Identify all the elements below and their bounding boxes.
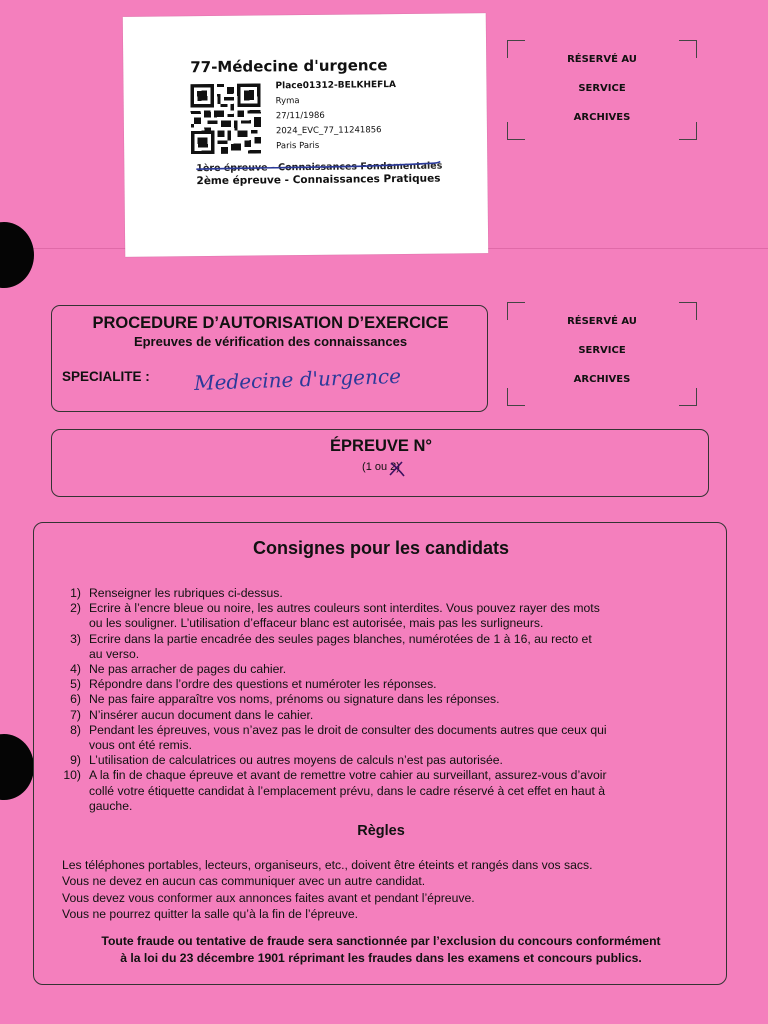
procedure-subtitle: Epreuves de vérification des connaissances <box>133 334 408 349</box>
rule-line: Vous devez vous conformer aux annonces faites avant et pendant l’épreuve. <box>62 890 475 905</box>
instruction-item <box>57 692 702 707</box>
instruction-item <box>57 768 702 814</box>
instruction-text-line: Ecrire dans la partie encadrée des seules pages blanches, numérotées de 1 à 16, au recto et <box>89 631 592 646</box>
instruction-number: 9) <box>70 753 81 768</box>
instruction-number: 5) <box>70 677 81 692</box>
instruction-item <box>57 662 702 677</box>
instruction-text-line: Ne pas arracher de pages du cahier. <box>89 662 287 677</box>
instruction-number: 7) <box>70 707 81 722</box>
instructions-box <box>33 522 727 985</box>
reserved-line-1: RÉSERVÉ AU <box>567 316 637 327</box>
instruction-text-line: Renseigner les rubriques ci-dessus. <box>89 586 283 600</box>
instruction-number: 1) <box>70 586 81 600</box>
specialite-label: SPECIALITE : <box>62 369 150 384</box>
label-code: 2024_EVC_77_11241856 <box>275 125 382 137</box>
epreuve-choices: (1 ou 2) <box>362 461 400 473</box>
instruction-number: 6) <box>70 692 81 707</box>
label-candidate-info <box>275 80 396 154</box>
instruction-number: 4) <box>70 662 81 677</box>
instruction-item <box>57 753 702 768</box>
instruction-text-line: vous ont été remis. <box>89 738 192 753</box>
label-first-name: Ryma <box>275 96 300 107</box>
label-place: Place01312-BELKHEFLA <box>275 80 397 92</box>
instruction-number: 10) <box>63 768 81 783</box>
rule-line: Vous ne pourrez quitter la salle qu’à la fin de l’épreuve. <box>62 907 359 922</box>
instruction-item <box>57 708 702 723</box>
reserved-line-2: SERVICE <box>578 83 626 94</box>
binder-hole-bottom <box>0 734 34 800</box>
label-birth-date: 27/11/1986 <box>275 110 325 122</box>
svg-text:Medecine d'urgence: Medecine d'urgence <box>193 363 402 396</box>
label-epreuve-1: 1ère épreuve - Connaissances Fondamentales <box>196 160 443 175</box>
instruction-text-line: N’insérer aucun document dans le cahier. <box>89 707 314 722</box>
rule-line: Les téléphones portables, lecteurs, organiseurs, etc., doivent être éteints et rangés dans vos sacs. <box>62 858 593 872</box>
instruction-text-line: A la fin de chaque épreuve et avant de remettre votre cahier au surveillant, assurez-vous d’avoir <box>89 768 607 783</box>
rules-list <box>62 857 712 923</box>
candidate-label <box>123 13 488 257</box>
rule-line: Vous ne devez en aucun cas communiquer avec un autre candidat. <box>62 874 426 889</box>
instruction-item <box>57 586 702 601</box>
instruction-text-line: L’utilisation de calculatrices ou autres moyens de calculs n’est pas autorisée. <box>89 753 503 768</box>
label-city: Paris Paris <box>276 140 320 152</box>
procedure-title: PROCEDURE D’AUTORISATION D’EXERCICE <box>92 314 449 332</box>
reserved-line-3: ARCHIVES <box>573 374 631 385</box>
fraud-warning <box>54 933 708 966</box>
instruction-text-line: gauche. <box>89 798 133 813</box>
reserved-archives-box-middle <box>507 302 697 406</box>
instruction-text-line: collé votre étiquette candidat à l’emplacement prévu, dans le cadre réservé à cet effet en haut à <box>89 783 606 798</box>
instruction-number: 8) <box>70 722 81 737</box>
qr-code-icon <box>187 83 264 154</box>
instruction-number: 2) <box>70 601 81 616</box>
label-epreuve-2: 2ème épreuve - Connaissances Pratiques <box>196 172 441 188</box>
fraud-warning-line-2: à la loi du 23 décembre 1901 réprimant les fraudes dans les examens et concours publics. <box>120 950 642 965</box>
instruction-item <box>57 723 702 753</box>
handwritten-cross-mark <box>382 458 410 480</box>
rules-title: Règles <box>357 823 405 839</box>
fraud-warning-line-1: Toute fraude ou tentative de fraude sera sanctionnée par l’exclusion du concours conformément <box>101 934 661 948</box>
reserved-line-3: ARCHIVES <box>573 112 631 123</box>
instruction-number: 3) <box>70 631 81 646</box>
binder-hole-top <box>0 222 34 288</box>
reserved-archives-box-top <box>507 40 697 140</box>
epreuve-title: ÉPREUVE N° <box>330 437 432 455</box>
reserved-line-2: SERVICE <box>578 345 626 356</box>
instruction-text-line: Pendant les épreuves, vous n’avez pas le droit de consulter des documents autres que ceux qui <box>89 722 607 737</box>
instructions-title: Consignes pour les candidats <box>252 538 510 558</box>
epreuve-box <box>51 429 709 497</box>
procedure-box <box>51 305 488 412</box>
instruction-text-line: Répondre dans l’ordre des questions et numéroter les réponses. <box>89 677 437 692</box>
instruction-text-line: au verso. <box>89 646 140 661</box>
instruction-text-line: ou les souligner. L’utilisation d’effaceur blanc est autorisée, mais pas les surligneurs. <box>89 616 544 631</box>
reserved-line-1: RÉSERVÉ AU <box>567 54 637 65</box>
instruction-item <box>57 632 702 662</box>
label-specialty-title: 77-Médecine d'urgence <box>190 56 388 77</box>
specialite-handwritten-value <box>190 358 430 398</box>
instructions-list <box>57 586 702 814</box>
instruction-item <box>57 677 702 692</box>
instruction-item <box>57 601 702 631</box>
instruction-text-line: Ecrire à l’encre bleue ou noire, les autres couleurs sont interdites. Vous pouvez rayer des mots <box>89 601 600 616</box>
instruction-text-line: Ne pas faire apparaître vos noms, prénoms ou signature dans les réponses. <box>89 692 500 707</box>
